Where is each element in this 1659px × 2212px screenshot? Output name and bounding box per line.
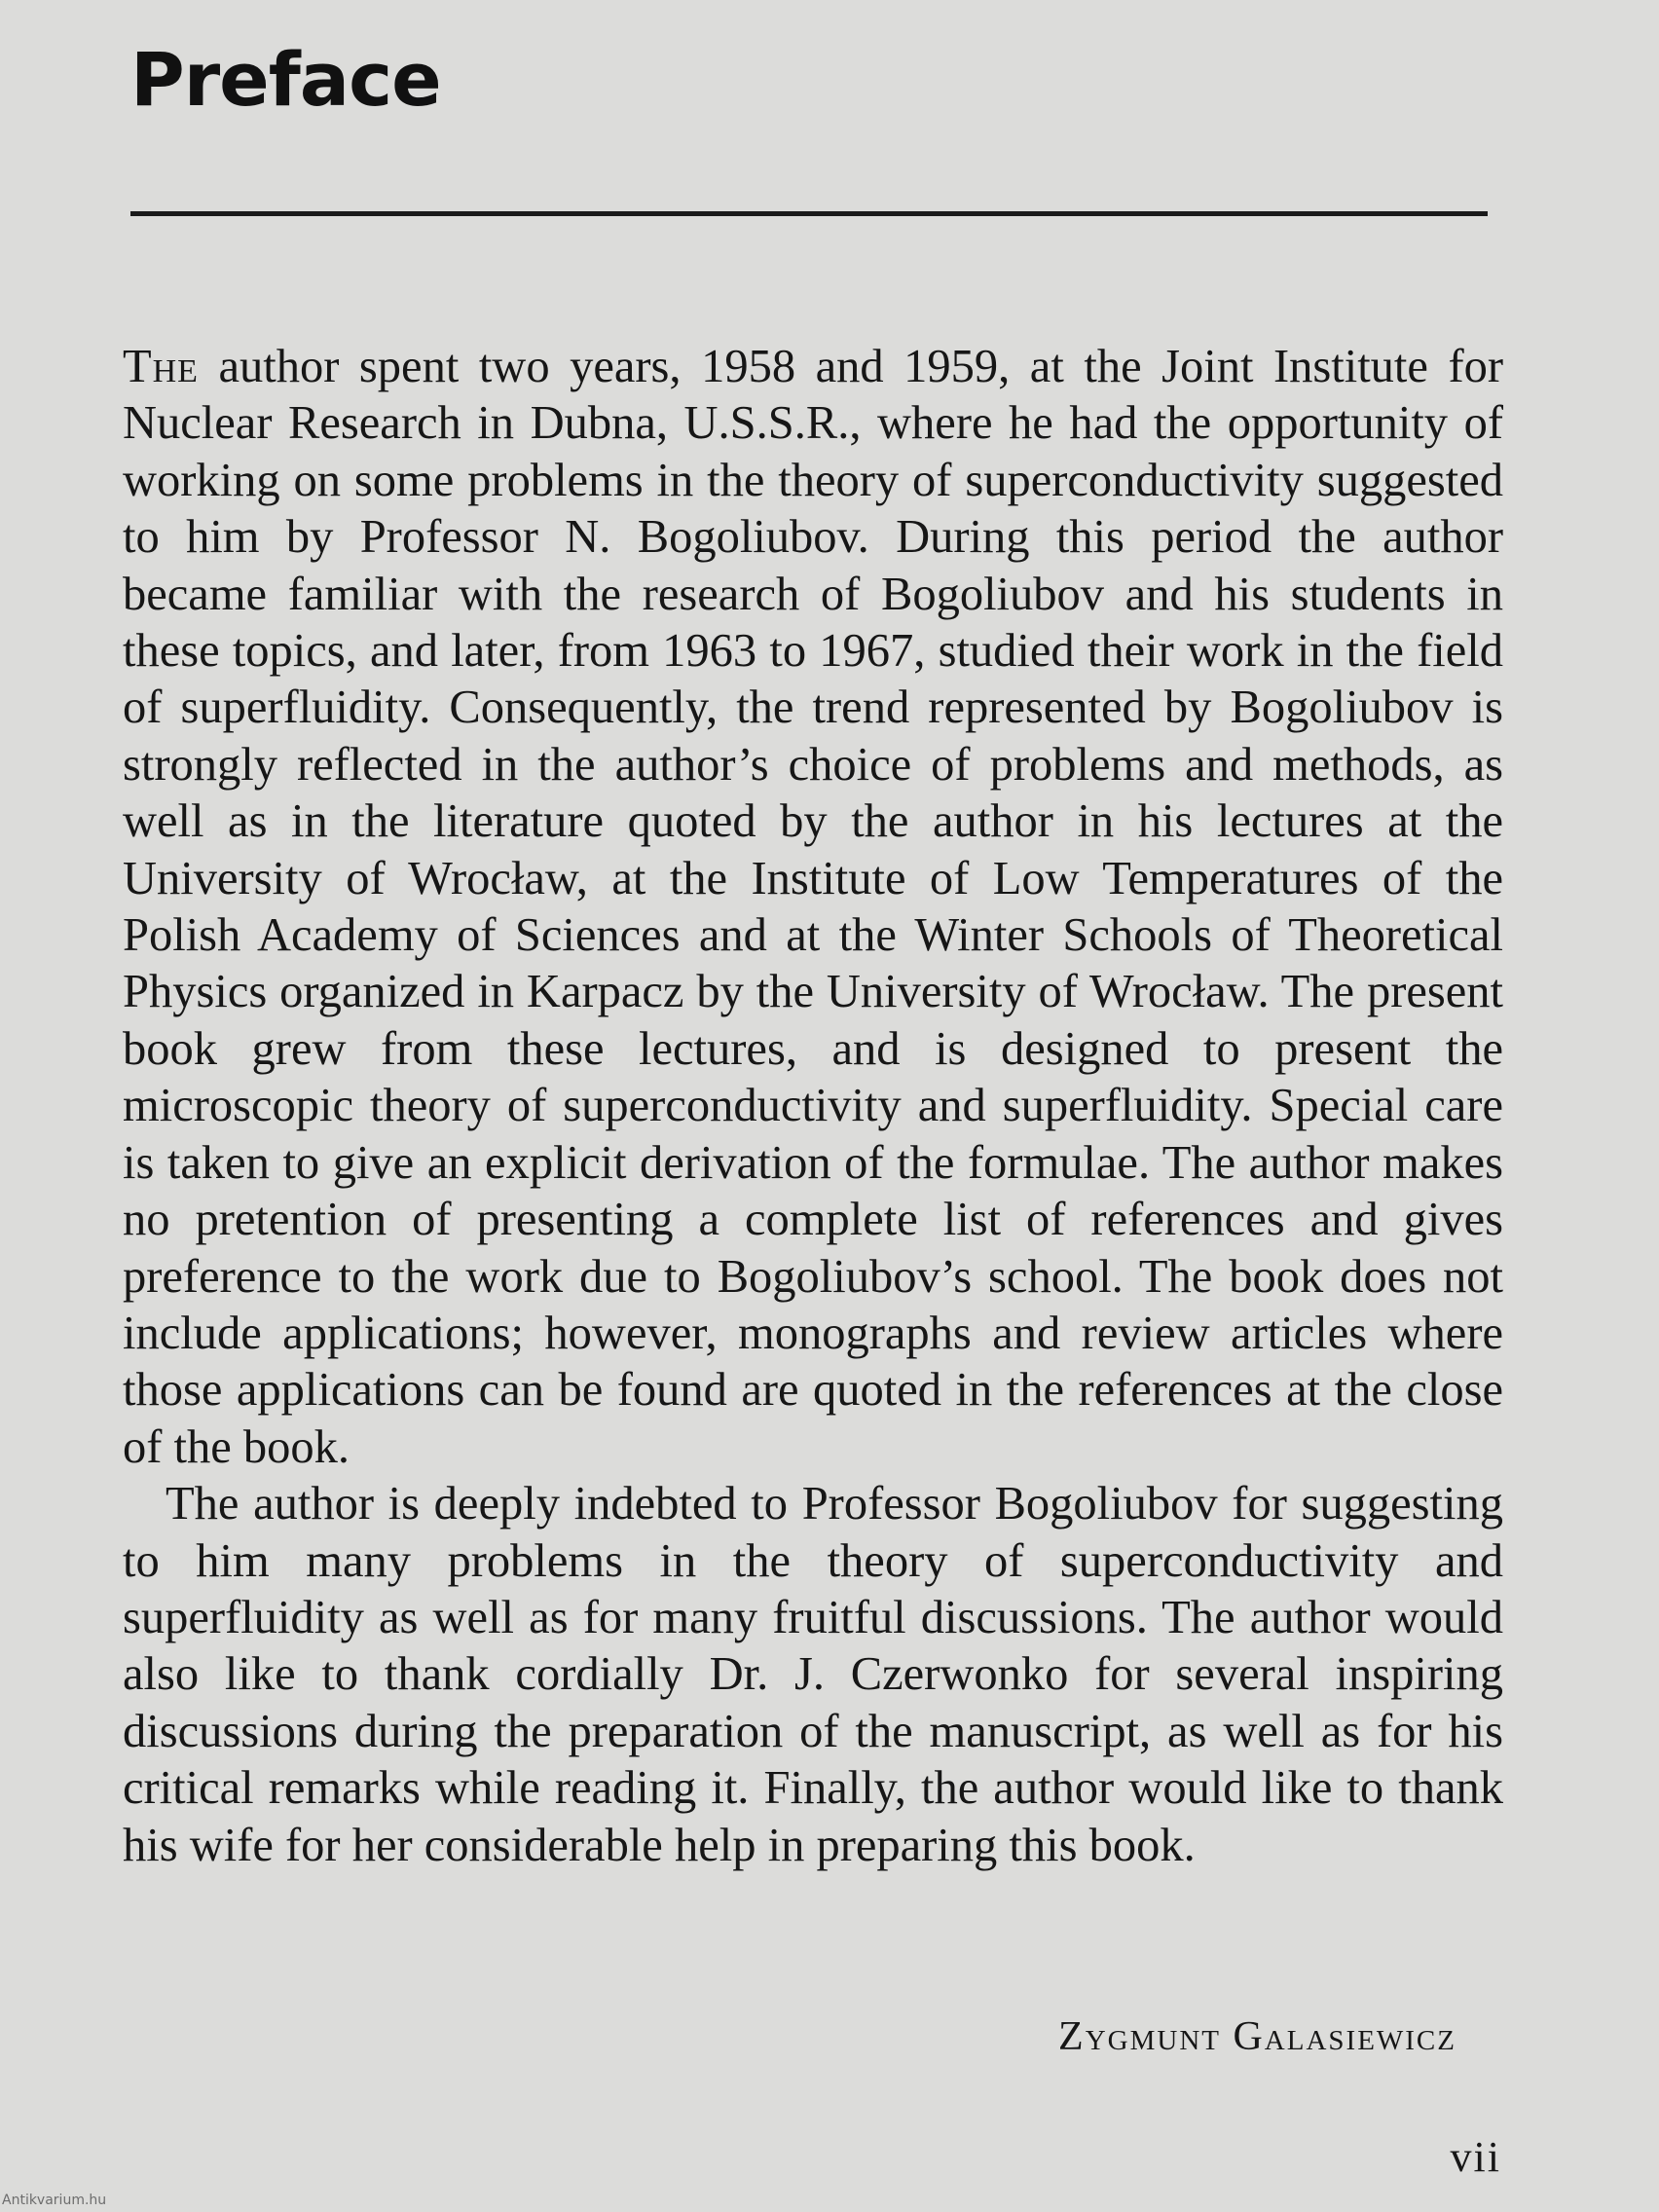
paragraph-1-lead: The <box>123 341 199 392</box>
author-signature: Zygmunt Galasiewicz <box>1058 2014 1456 2059</box>
title-rule <box>130 211 1488 216</box>
paragraph-1-text: author spent two years, 1958 and 1959, at the Joint Institute for Nuclear Research in Dubna, U.S.S.R., where he had the opportunity of working on some problems in the theory of superconductivity suggested to him by Professor N. Bogoliubov. During this period the author became familiar with the research of Bogoliubov and his students in these topics, and later, from 1963 to 1967, studied their work in the field of superfluidity. Consequently, the trend represented by Bogoliubov is strongly reflected in the author’s choice of problems and methods, as well as in the literature quoted by the author in his lectures at the University of Wrocław, at the Institute of Low Temperatures of the Polish Academy of Sciences and at the Winter Schools of Theoretical Physics organized in Karpacz by the University of Wrocław. The present book grew from these lectures, and is designed to present the microscopic theory of superconductivity and superfluidity. Special care is taken to give an explicit derivation of the formulae. The author makes no pretention of presenting a complete list of references and gives preference to the work due to Bogoliubov’s school. The book does not include applications; however, monographs and review articles where those applications can be found are quoted in the references at the close of the book. <box>123 341 1503 1473</box>
paragraph-1 <box>123 339 1503 1476</box>
preface-body <box>123 339 1503 1874</box>
page-number: vii <box>1450 2133 1501 2181</box>
paragraph-2: The author is deeply indebted to Professor Bogoliubov for suggesting to him many problems in the theory of superconductivity and superfluidity as well as for many fruitful discussions. The author would also like to thank cordially Dr. J. Czerwonko for several inspiring discussions during the preparation of the manuscript, as well as for his critical remarks while reading it. Finally, the author would like to thank his wife for her considerable help in preparing this book. <box>123 1478 1503 1871</box>
page-title: Preface <box>130 36 441 123</box>
watermark: Antikvarium.hu <box>2 2193 107 2208</box>
